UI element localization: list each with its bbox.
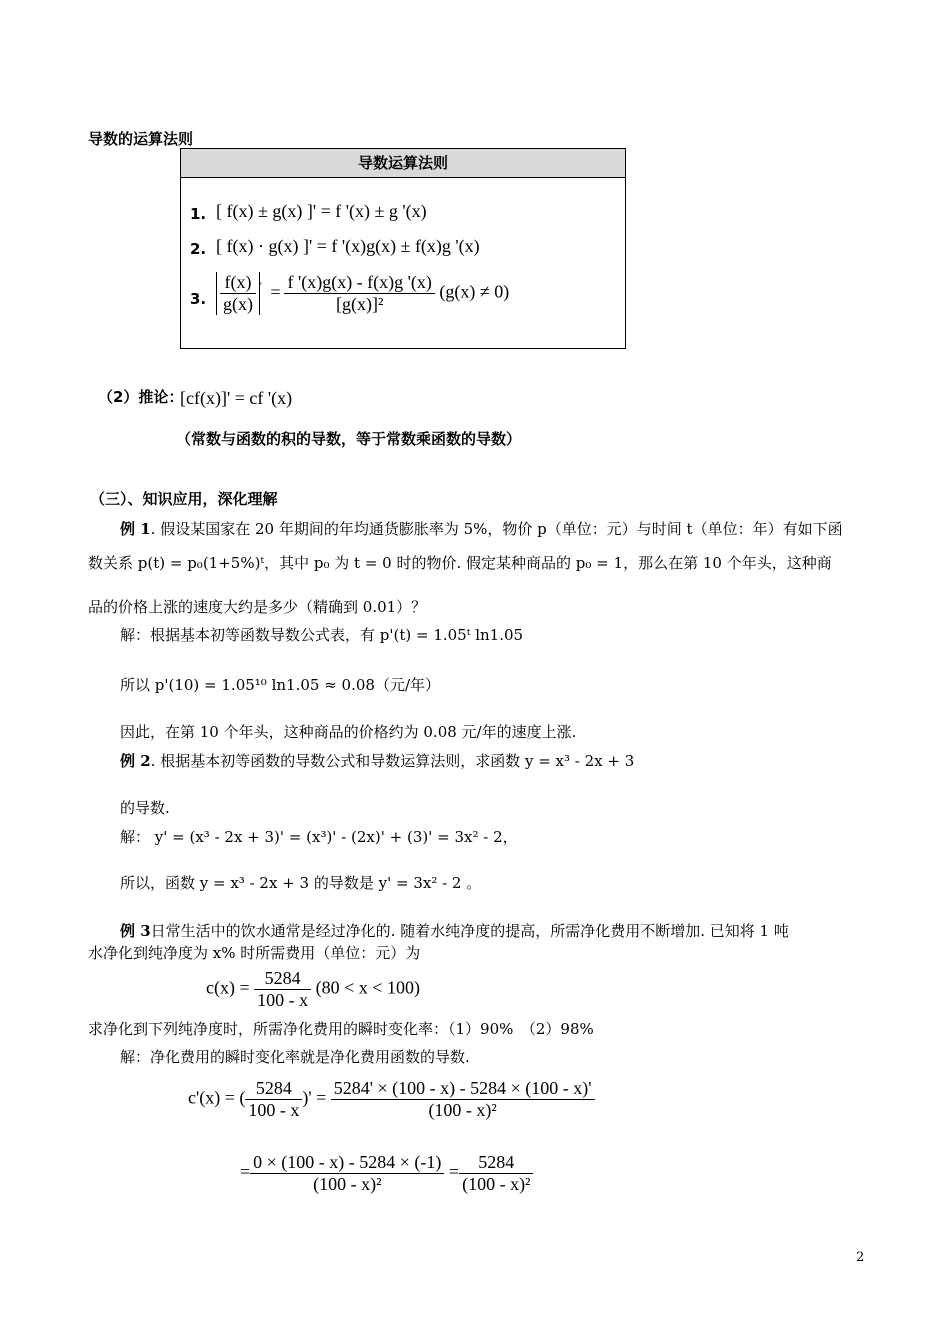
corollary-label: （2）推论： [98,388,184,406]
rule-number-2: 2. [190,240,207,258]
derivative-step-2: = $\frac{0 \times (100 - x) - 5284 \times (-1)}{\text{(100 - x)²}}$ = $\frac{5284}{\text{(100 - x)²}}$ [240,1152,533,1195]
rule-number-1: 1. [190,205,207,223]
cost-lhs: c(x) = [206,977,250,998]
example-3-question: 求净化到下列纯净度时，所需净化费用的瞬时变化率：（1）90% （2）98% [88,1020,594,1038]
rule-3-condition: (g(x) ≠ 0) [439,281,510,302]
example-3-line-2: 水净化到纯净度为 x% 时所需费用（单位：元）为 [88,944,421,962]
rule-3-rhs-num: f '(x)g(x) - f(x)g '(x) [284,272,434,294]
example-2-line-2: 的导数. [120,799,170,817]
step-1-frac-num: 5284 [245,1078,302,1100]
step-1-den: (100 - x)² [428,1100,497,1120]
section-3-title: （三）、知识应用，深化理解 [90,490,278,508]
rule-3-lhs-num: f(x) [220,272,256,294]
rule-1-formula: [ f(x) ± g(x) ]' = f '(x) ± g '(x) [216,201,427,221]
cost-function [206,968,420,1011]
section-title: 导数的运算法则 [88,130,194,148]
cost-num: 5284 [254,968,311,990]
step-2-result-num: 5284 [459,1152,533,1174]
derivative-step-1 [188,1078,595,1121]
example-1-solution-3: 因此，在第 10 个年头，这种商品的价格约为 0.08 元/年的速度上涨. [120,723,577,741]
example-3-line-1: 例 3日常生活中的饮水通常是经过净化的. 随着水纯净度的提高，所需净化费用不断增加. 已知将 1 吨 [120,922,789,940]
example-2-solution-1: 解： y' = (x³ - 2x + 3)' = (x³)' - (2x)' + (3)' = 3x² - 2， [120,828,518,846]
rule-3-lhs-den: g(x) [223,294,253,314]
page-number: 2 [856,1250,865,1265]
step-1-frac-den: 100 - x [248,1100,300,1120]
corollary-formula: [cf(x)]' = cf '(x) [180,388,293,408]
example-3-solution-intro: 解：净化费用的瞬时变化率就是净化费用函数的导数. [120,1048,470,1066]
corollary-note: （常数与函数的积的导数，等于常数乘函数的导数） [176,430,522,448]
rule-2-formula: [ f(x) · g(x) ]' = f '(x)g(x) ± f(x)g '(x) [216,236,480,256]
example-1-line-1: 例 1. 假设某国家在 20 年期间的年均通货膨胀率为 5%，物价 p（单位：元）与时间 t（单位：年）有如下函 [120,520,843,538]
step-2-num: 0 × (100 - x) - 5284 × (-1) [250,1152,444,1174]
step-2-den: (100 - x)² [313,1174,382,1194]
example-1-solution-1: 解：根据基本初等函数导数公式表，有 p'(t) = 1.05ᵗ ln1.05 [120,626,524,644]
example-2-label: 例 2 [120,752,151,770]
rules-table-header: 导数运算法则 [181,149,625,178]
example-1-label: 例 1 [120,520,151,538]
example-2-line-1: 例 2. 根据基本初等函数的导数公式和导数运算法则，求函数 y = x³ - 2x + 3 [120,752,635,770]
example-1-line-2: 数关系 p(t) = p₀(1+5%)ᵗ，其中 p₀ 为 t = 0 时的物价. 假定某种商品的 p₀ = 1，那么在第 10 个年头，这种商 [88,554,832,572]
example-2-solution-2: 所以，函数 y = x³ - 2x + 3 的导数是 y' = 3x² - 2 。 [120,874,482,892]
example-1-line-3: 品的价格上涨的速度大约是多少（精确到 0.01）？ [88,598,427,616]
example-1-solution-2: 所以 p'(10) = 1.05¹⁰ ln1.05 ≈ 0.08（元/年） [120,676,440,694]
cost-den: 100 - x [257,990,309,1010]
rule-3-formula: $\frac{f(x)}{g(x)}$ ' = $\frac{f '(x)g(x) - f(x)g '(x)}{\text{[g(x)]²}}$ (g(x) ≠ 0) [216,272,509,315]
step-1-num: 5284' × (100 - x) - 5284 × (100 - x)' [331,1078,595,1100]
cost-condition: (80 < x < 100) [315,977,420,998]
step-1-lhs: c'(x) = ( [188,1087,246,1108]
rule-number-3: 3. [190,290,207,308]
example-3-label: 例 3 [120,922,151,940]
step-1-mid: )' = [302,1087,327,1108]
rule-3-rhs-den: [g(x)]² [335,294,384,314]
step-2-result-den: (100 - x)² [462,1174,531,1194]
